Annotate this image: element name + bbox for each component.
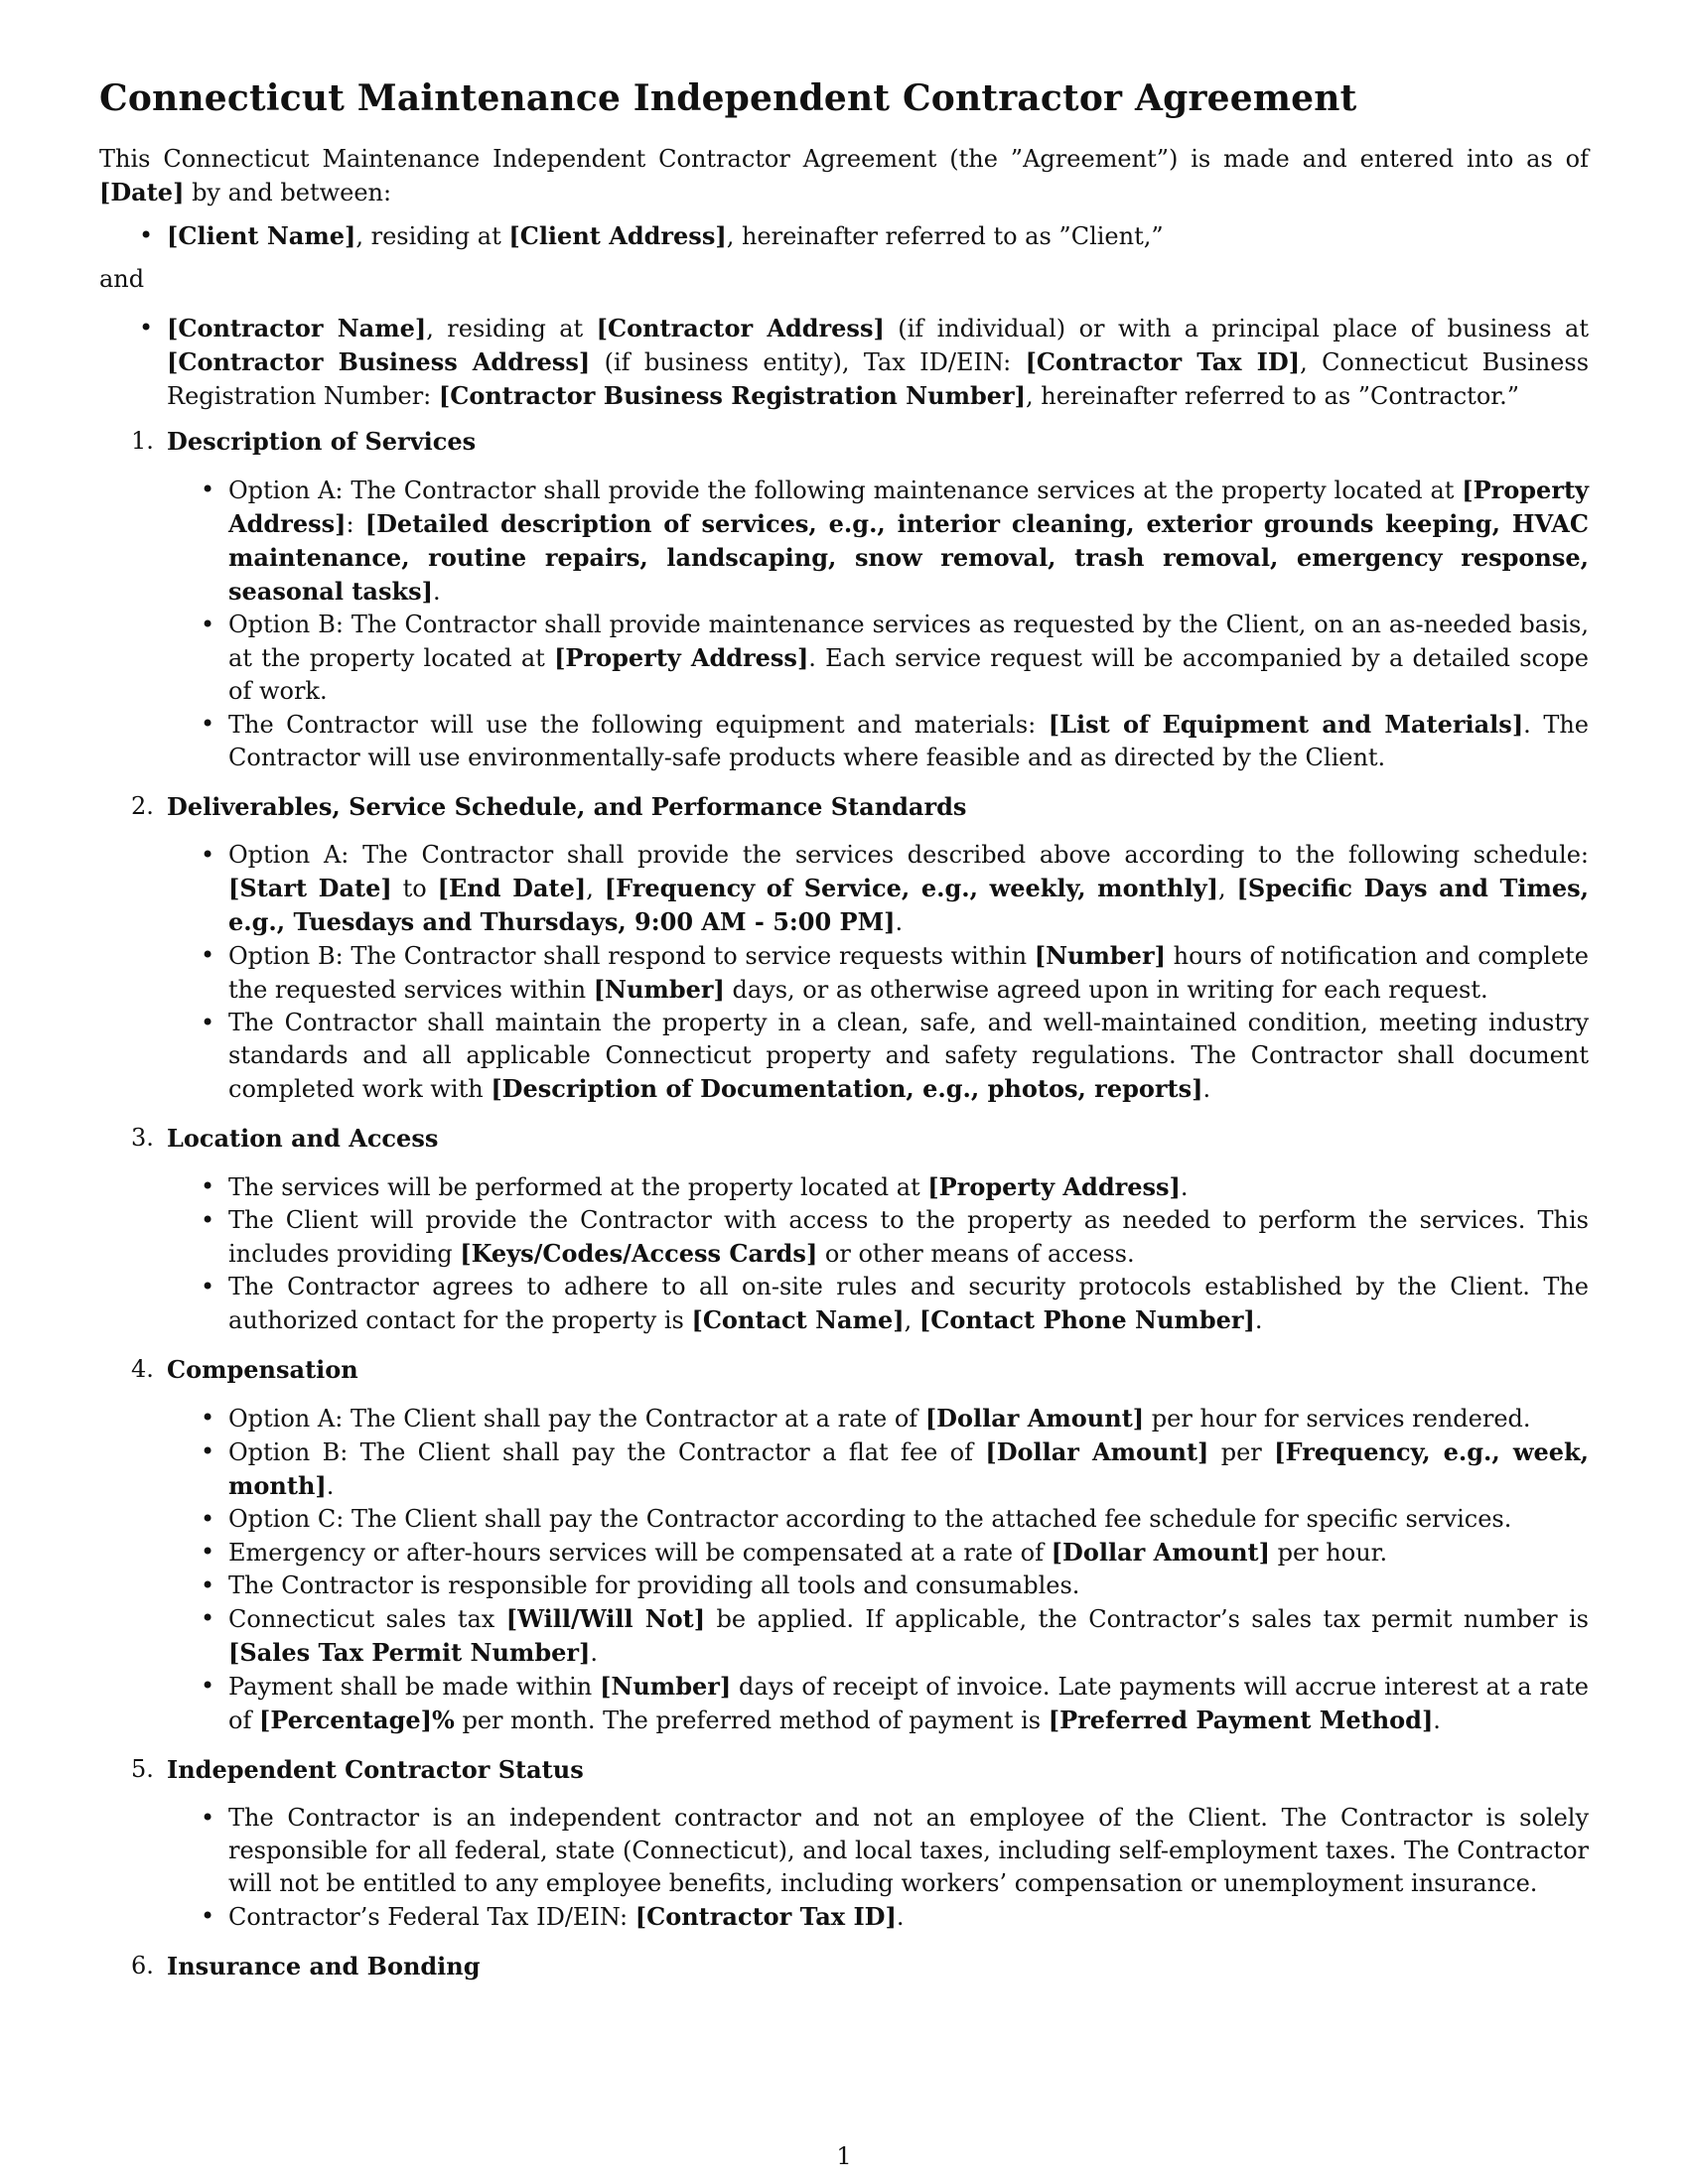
list-item: • Emergency or after-hours services will be compensated at a rate of [Dollar Amount] per hour. xyxy=(228,1536,1589,1570)
list-item: • Payment shall be made within [Number] days of receipt of invoice. Late payments will accrue interest at a rate of [Percentage]% per month. The preferred method of payment is [Preferred Payment Method]. xyxy=(228,1670,1589,1737)
section-6 xyxy=(99,1950,1589,1982)
section-items xyxy=(167,1170,1589,1337)
client-party-list xyxy=(99,219,1589,253)
list-item: • The Contractor agrees to adhere to all on-site rules and security protocols established by the Client. The authorized contact for the property is [Contact Name], [Contact Phone Number]. xyxy=(228,1271,1589,1337)
section-items xyxy=(167,1402,1589,1737)
list-item: • The services will be performed at the property located at [Property Address]. xyxy=(228,1170,1589,1204)
list-item: • The Client will provide the Contractor with access to the property as needed to perform the services. This includes providing [Keys/Codes/Access Cards] or other means of access. xyxy=(228,1204,1589,1271)
section-1 xyxy=(99,425,1589,774)
list-item: • Option A: The Contractor shall provide the following maintenance services at the property located at [Property Address]: [Detailed description of services, e.g., interior cleaning, exterior grounds keeping, HVAC maintenance, routine repairs, landscaping, snow removal, trash removal, emergency response, seasonal tasks]. xyxy=(228,474,1589,609)
section-number: 6. xyxy=(131,1952,154,1979)
section-items xyxy=(167,839,1589,1106)
date-placeholder: [Date] xyxy=(99,178,185,206)
section-items xyxy=(167,1802,1589,1934)
section-number: 5. xyxy=(131,1755,154,1783)
list-item: • Contractor’s Federal Tax ID/EIN: [Contractor Tax ID]. xyxy=(228,1900,1589,1934)
section-number: 2. xyxy=(131,792,154,820)
list-item: • Option B: The Contractor shall respond to service requests within [Number] hours of notification and complete the requested services within [Number] days, or as otherwise agreed upon in writing for each request. xyxy=(228,939,1589,1007)
page-number: 1 xyxy=(836,2142,852,2170)
section-number: 3. xyxy=(131,1124,154,1152)
list-item: • The Contractor is an independent contractor and not an employee of the Client. The Contractor is solely responsible for all federal, state (Connecticut), and local taxes, including self-employment taxes. The Contractor will not be entitled to any employee benefits, including workers’ compensation or unemployment insurance. xyxy=(228,1802,1589,1900)
list-item: • The Contractor is responsible for providing all tools and consumables. xyxy=(228,1570,1589,1602)
section-title: Description of Services xyxy=(167,427,477,456)
section-title: Compensation xyxy=(167,1355,358,1384)
and-text: and xyxy=(99,265,145,293)
section-title: Independent Contractor Status xyxy=(167,1755,584,1784)
section-3 xyxy=(99,1122,1589,1337)
intro-paragraph: This Connecticut Maintenance Independent Contractor Agreement (the ”Agreement”) is made and entered into as of [Date] by and between: xyxy=(99,145,1589,206)
section-title: Location and Access xyxy=(167,1124,439,1153)
list-item: • The Contractor shall maintain the property in a clean, safe, and well-maintained condition, meeting industry standards and all applicable Connecticut property and safety regulations. The Contractor shall document completed work with [Description of Documentation, e.g., photos, reports]. xyxy=(228,1007,1589,1106)
section-5 xyxy=(99,1753,1589,1934)
client-party: • [Client Name], residing at [Client Address], hereinafter referred to as ”Client,” xyxy=(167,219,1589,253)
contractor-party-list xyxy=(99,312,1589,413)
contractor-party: • [Contractor Name], residing at [Contractor Address] (if individual) or with a principal place of business at [Contractor Business Address] (if business entity), Tax ID/EIN: [Contractor Tax ID], Connecticut Business Registration Number: [Contractor Business Registration Number], hereinafter referred to as ”Contractor.” xyxy=(167,312,1589,413)
list-item: • The Contractor will use the following equipment and materials: [List of Equipment and Materials]. The Contractor will use environmentally-safe products where feasible and as directed by the Client. xyxy=(228,708,1589,774)
sections-list xyxy=(99,425,1589,1982)
section-title: Deliverables, Service Schedule, and Performance Standards xyxy=(167,792,967,821)
list-item: • Option B: The Client shall pay the Contractor a flat fee of [Dollar Amount] per [Frequency, e.g., week, month]. xyxy=(228,1435,1589,1503)
document-page xyxy=(99,77,1589,1998)
list-item: • Option A: The Client shall pay the Contractor at a rate of [Dollar Amount] per hour for services rendered. xyxy=(228,1402,1589,1435)
section-items xyxy=(167,474,1589,774)
page-title: Connecticut Maintenance Independent Contractor Agreement xyxy=(99,77,1357,119)
section-title: Insurance and Bonding xyxy=(167,1952,481,1980)
section-number: 4. xyxy=(131,1355,154,1383)
section-number: 1. xyxy=(131,427,154,455)
section-4 xyxy=(99,1353,1589,1737)
list-item: • Connecticut sales tax [Will/Will Not] be applied. If applicable, the Contractor’s sales tax permit number is [Sales Tax Permit Number]. xyxy=(228,1602,1589,1670)
list-item: • Option A: The Contractor shall provide the services described above according to the following schedule: [Start Date] to [End Date], [Frequency of Service, e.g., weekly, monthly], [Specific Days and Times, e.g., Tuesdays and Thursdays, 9:00 AM - 5:00 PM]. xyxy=(228,839,1589,939)
section-2 xyxy=(99,790,1589,1106)
list-item: • Option B: The Contractor shall provide maintenance services as requested by the Client, on an as-needed basis, at the property located at [Property Address]. Each service request will be accompanied by a detailed scope of work. xyxy=(228,609,1589,708)
list-item: • Option C: The Client shall pay the Contractor according to the attached fee schedule for specific services. xyxy=(228,1503,1589,1536)
